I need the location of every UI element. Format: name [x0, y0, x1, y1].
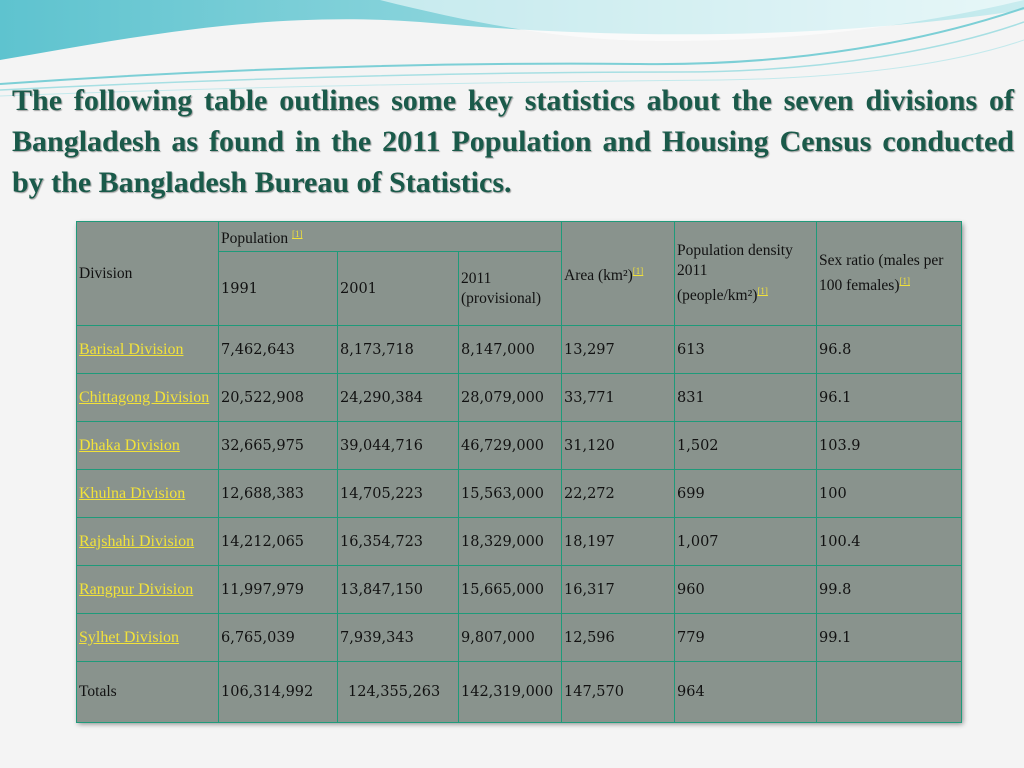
area-reference-link[interactable]: [1]	[632, 266, 644, 276]
division-link[interactable]: Rajshahi Division	[79, 532, 195, 550]
division-cell	[77, 614, 219, 662]
division-link[interactable]: Dhaka Division	[79, 436, 180, 454]
sex-ratio-reference-link[interactable]: [1]	[899, 276, 910, 286]
header-area-label: Area (km²)	[564, 267, 633, 285]
population-2011-cell: 15,563,000	[459, 470, 562, 518]
sex-ratio-cell: 99.1	[817, 614, 962, 662]
division-cell	[77, 422, 219, 470]
table-row	[77, 422, 962, 470]
population-2011-cell: 46,729,000	[459, 422, 562, 470]
population-2001-cell: 7,939,343	[338, 614, 459, 662]
density-cell: 960	[675, 566, 817, 614]
totals-density: 964	[675, 662, 817, 723]
census-table-container	[76, 221, 961, 721]
division-cell	[77, 518, 219, 566]
density-cell: 1,007	[675, 518, 817, 566]
division-link[interactable]: Chittagong Division	[79, 388, 210, 406]
area-cell: 12,596	[562, 614, 675, 662]
header-density-label: Population density	[677, 242, 793, 259]
header-year-2011: 2011 (provisional)	[459, 252, 562, 326]
table-row	[77, 374, 962, 422]
totals-area: 147,570	[562, 662, 675, 723]
population-2011-cell: 15,665,000	[459, 566, 562, 614]
header-year-1991: 1991	[219, 252, 338, 326]
population-1991-cell: 11,997,979	[219, 566, 338, 614]
header-division: Division	[77, 222, 219, 326]
division-cell	[77, 470, 219, 518]
population-2001-cell: 13,847,150	[338, 566, 459, 614]
totals-row	[77, 662, 962, 723]
table-row	[77, 518, 962, 566]
population-2011-cell: 9,807,000	[459, 614, 562, 662]
population-2001-cell: 24,290,384	[338, 374, 459, 422]
header-density	[675, 222, 817, 326]
division-cell	[77, 566, 219, 614]
header-density-year: 2011	[677, 262, 708, 279]
census-table	[76, 221, 962, 723]
sex-ratio-cell: 100.4	[817, 518, 962, 566]
sex-ratio-cell: 96.8	[817, 326, 962, 374]
population-2001-cell: 16,354,723	[338, 518, 459, 566]
header-population	[219, 222, 562, 252]
population-1991-cell: 20,522,908	[219, 374, 338, 422]
population-2001-cell: 14,705,223	[338, 470, 459, 518]
table-row	[77, 566, 962, 614]
density-reference-link[interactable]: [1]	[757, 286, 768, 296]
density-cell: 831	[675, 374, 817, 422]
population-2001-cell: 8,173,718	[338, 326, 459, 374]
density-cell: 779	[675, 614, 817, 662]
sex-ratio-cell: 103.9	[817, 422, 962, 470]
population-1991-cell: 32,665,975	[219, 422, 338, 470]
population-1991-cell: 14,212,065	[219, 518, 338, 566]
area-cell: 22,272	[562, 470, 675, 518]
table-row	[77, 326, 962, 374]
header-sex-ratio-label: Sex ratio (males per 100 females)	[819, 252, 944, 295]
area-cell: 13,297	[562, 326, 675, 374]
table-row	[77, 470, 962, 518]
totals-1991: 106,314,992	[219, 662, 338, 723]
division-cell	[77, 326, 219, 374]
population-2011-cell: 28,079,000	[459, 374, 562, 422]
density-cell: 613	[675, 326, 817, 374]
sex-ratio-cell: 96.1	[817, 374, 962, 422]
header-year-2001: 2001	[338, 252, 459, 326]
division-link[interactable]: Barisal Division	[79, 340, 184, 358]
population-2001-cell: 39,044,716	[338, 422, 459, 470]
totals-2011: 142,319,000	[459, 662, 562, 723]
population-2011-cell: 18,329,000	[459, 518, 562, 566]
area-cell: 16,317	[562, 566, 675, 614]
totals-label: Totals	[77, 662, 219, 723]
population-2011-cell: 8,147,000	[459, 326, 562, 374]
division-link[interactable]: Sylhet Division	[79, 628, 180, 646]
totals-sex-ratio	[817, 662, 962, 723]
density-cell: 699	[675, 470, 817, 518]
header-area	[562, 222, 675, 326]
division-link[interactable]: Rangpur Division	[79, 580, 194, 598]
division-cell	[77, 374, 219, 422]
sex-ratio-cell: 99.8	[817, 566, 962, 614]
slide-heading: The following table outlines some key statistics about the seven divisions of Bangladesh as found in the 2011 Population and Housing Census conducted by the Bangladesh Bureau of Statistics.	[12, 84, 1014, 199]
division-link[interactable]: Khulna Division	[79, 484, 186, 502]
population-1991-cell: 6,765,039	[219, 614, 338, 662]
density-cell: 1,502	[675, 422, 817, 470]
totals-2001: 124,355,263	[338, 662, 459, 723]
population-1991-cell: 7,462,643	[219, 326, 338, 374]
table-row	[77, 614, 962, 662]
population-1991-cell: 12,688,383	[219, 470, 338, 518]
header-population-label: Population	[221, 230, 289, 248]
population-reference-link[interactable]: [1]	[292, 229, 303, 239]
header-density-unit: (people/km²)	[677, 287, 758, 305]
area-cell: 31,120	[562, 422, 675, 470]
sex-ratio-cell: 100	[817, 470, 962, 518]
area-cell: 33,771	[562, 374, 675, 422]
area-cell: 18,197	[562, 518, 675, 566]
header-sex-ratio	[817, 222, 962, 326]
